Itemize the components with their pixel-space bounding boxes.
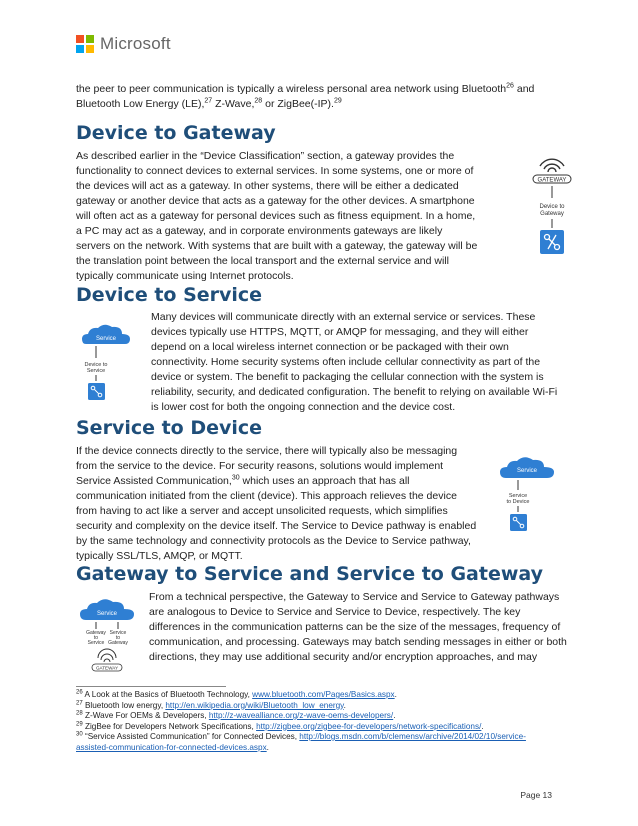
- footnote-separator: [76, 686, 226, 687]
- footnote-link[interactable]: http://blogs.msdn.com/b/clemensv/archive/2014/02/10/service-: [299, 732, 526, 741]
- footnote-link[interactable]: http://z-wavealliance.org/z-wave-oems-developers/: [208, 711, 394, 720]
- svg-text:Device to: Device to: [539, 204, 565, 210]
- section-heading-service-to-device: Service to Device: [76, 417, 263, 439]
- svg-text:Service: Service: [86, 368, 106, 374]
- footnote-text: “Service Assisted Communication” for Connected Devices,: [82, 732, 300, 741]
- svg-text:Device to: Device to: [84, 362, 108, 368]
- footnote-link[interactable]: http://en.wikipedia.org/wiki/Bluetooth_low_energy: [165, 700, 344, 710]
- svg-text:Service: Service: [87, 640, 105, 646]
- footnote-26: $^{26}$ A Look at the Basics of Bluetooth Technology, www.bluetooth.com/Pages/Basics.aspx.: [76, 689, 397, 699]
- gateway-icon: [522, 150, 582, 260]
- svg-text:Service: Service: [95, 336, 117, 342]
- footnote-link[interactable]: www.bluetooth.com/Pages/Basics.aspx: [252, 690, 395, 699]
- section-heading-gateway-to-service: Gateway to Service and Service to Gateway: [76, 563, 544, 585]
- footnote-text: Bluetooth low energy,: [82, 700, 166, 710]
- footnote-30: [76, 732, 526, 743]
- footnote-number: 28: [76, 710, 83, 717]
- svg-text:Gateway: Gateway: [108, 640, 128, 646]
- intro-text: the peer to peer communication is typically a wireless personal area network using Bluetooth: [76, 83, 507, 95]
- svg-text:Service: Service: [109, 630, 127, 636]
- footnote-ref[interactable]: 30: [231, 474, 240, 482]
- device-to-service-diagram: [76, 318, 136, 403]
- gateway-label: GATEWAY: [537, 177, 567, 184]
- cloud-icon: [76, 596, 142, 680]
- footnote-number: 30: [76, 731, 83, 738]
- gateway-label: GATEWAY: [95, 665, 119, 671]
- device-to-service-body: Many devices will communicate directly with an external service or services. These devices typically use HTTPS, MQTT, or AMQP for messaging, and they will either depend on a local wireless internet connection or be packaged with their own connectivity. Home security systems often include cellular connectivity as part of the device or system. The benefit to packaging the cellular connection with the system is reliability, security, and dedicated configuration. The benefit to relying on available Wi-Fi is lower cost for both the ongoing connection and the device cost.: [151, 311, 558, 413]
- svg-text:Service: Service: [516, 468, 538, 474]
- footnote-30-continued: assisted-communication-for-connected-devices.aspx.: [76, 742, 269, 752]
- svg-text:Service: Service: [508, 493, 528, 499]
- svg-text:to Device: to Device: [506, 499, 530, 505]
- footnote-number: 27: [76, 699, 83, 706]
- footnote-29: $^{29}$ ZigBee for Developers Network Specifications, http://zigbee.org/zigbee-for-developers/network-specifications/.: [76, 720, 484, 731]
- cloud-icon: [76, 318, 136, 403]
- section-heading-device-to-service: Device to Service: [76, 284, 263, 306]
- footnote-text: A Look at the Basics of Bluetooth Technology,: [82, 690, 253, 699]
- microsoft-logo: [76, 34, 171, 54]
- service-to-device-diagram: [496, 454, 560, 534]
- page-number: Page 13: [520, 790, 552, 800]
- svg-text:Service: Service: [96, 611, 118, 617]
- footnote-number: 26: [76, 689, 83, 696]
- footnote-link[interactable]: http://zigbee.org/zigbee-for-developers/network-specifications/: [256, 721, 482, 731]
- footnote-ref[interactable]: 29: [333, 97, 342, 105]
- device-to-gateway-body: As described earlier in the “Device Classification” section, a gateway provides the functionality to connect devices to external services. In some systems, one or more of the devices will act as a gateway. In other systems, there will be either a dedicated gateway or another device that acts as a gateway for the other devices. A smartphone will often act as a gateway for personal devices such as fitness equipment. In a home, a PC may act as a gateway, and in corporate environments gateways are likely servers on the network. With systems that are built with a gateway, the gateway will be the translation point between the local transport and the external service and will typically communicate using Internet protocols.: [76, 150, 478, 282]
- svg-text:Gateway: Gateway: [540, 211, 564, 217]
- footnote-ref[interactable]: 26: [506, 82, 514, 90]
- svg-text:to: to: [115, 635, 121, 641]
- microsoft-logo-icon: [76, 35, 94, 53]
- device-to-gateway-diagram: [522, 150, 582, 260]
- brand-name: Microsoft: [100, 34, 171, 53]
- service-to-device-body: If the device connects directly to the service, there will typically also be messaging from the service to the device. For security reasons, solutions would implement Service Assisted Communication,$^{30}$ which uses an approach that has all communication initiated from the client (device). This approach relieves the device from having to act like a server and accept unsolicited requests, which simplifies security and complexity on the device itself. The Service to Device pathway is enabled by the same technology and connectivity protocols as the Device to Service pathway, typically SSL/TLS, AMQP, or MQTT.: [76, 445, 477, 562]
- svg-text:Gateway: Gateway: [86, 630, 106, 636]
- footnote-ref[interactable]: 28: [254, 97, 263, 105]
- intro-paragraph: the peer to peer communication is typically a wireless personal area network using Bluetooth$^{26}$ and Bluetooth Low Energy (LE),$^{27}$ Z-Wave,$^{28}$ or ZigBee(-IP).$^{29}$: [76, 82, 535, 110]
- cloud-icon: [496, 454, 560, 534]
- svg-text:to: to: [93, 635, 99, 641]
- footnote-text: ZigBee for Developers Network Specifications,: [82, 721, 257, 731]
- footnote-28: $^{28}$ Z-Wave For OEMs & Developers, http://z-wavealliance.org/z-wave-oems-developers/.: [76, 710, 396, 720]
- footnote-link[interactable]: assisted-communication-for-connected-devices.aspx: [76, 742, 267, 752]
- footnote-27: $^{27}$ Bluetooth low energy, http://en.wikipedia.org/wiki/Bluetooth_low_energy.: [76, 699, 346, 710]
- section-heading-device-to-gateway: Device to Gateway: [76, 122, 276, 144]
- footnote-number: 29: [76, 720, 83, 727]
- gateway-to-service-body: From a technical perspective, the Gateway to Service and Service to Gateway pathways are analogous to Device to Service and Service to Device, respectively. The key differences in the communication patterns can be the size of the messages, frequency of communication, and processing. Gateways may batch sending messages in either or both directions, they may use additional security and/or encryption approaches, and may: [149, 591, 567, 663]
- footnote-text: Z-Wave For OEMs & Developers,: [82, 711, 209, 720]
- footnote-ref[interactable]: 27: [204, 97, 213, 105]
- gateway-to-service-diagram: [76, 596, 142, 680]
